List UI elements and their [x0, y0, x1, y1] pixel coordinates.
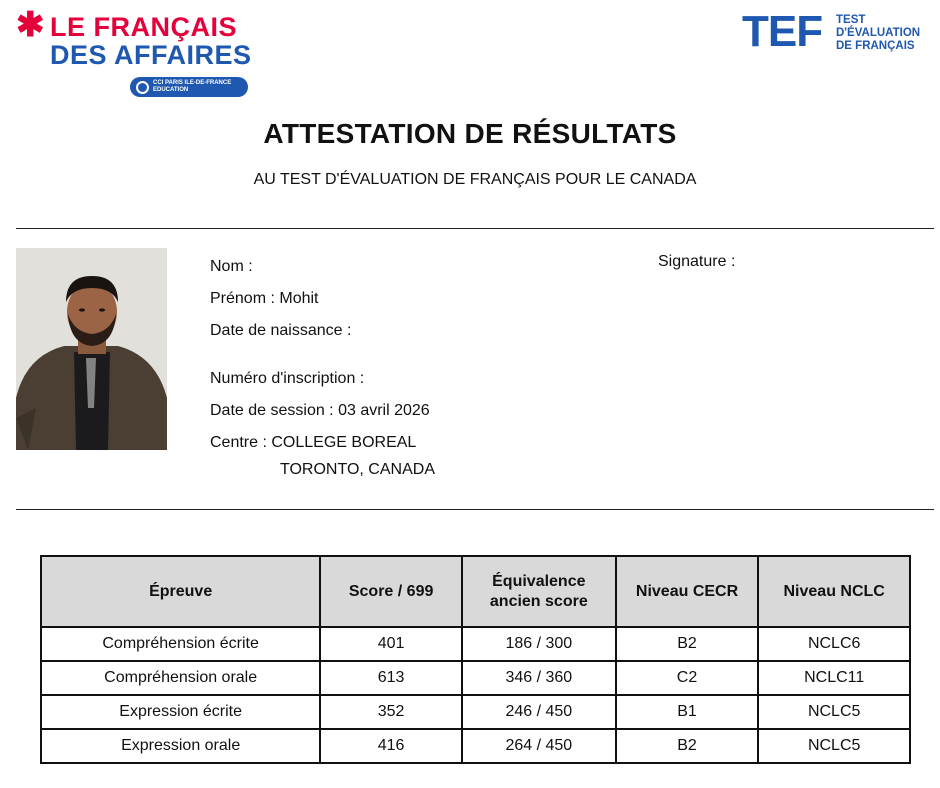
header-equivalence: Équivalence ancien score — [462, 556, 616, 627]
header-nclc: Niveau NCLC — [758, 556, 910, 627]
header-epreuve: Épreuve — [41, 556, 320, 627]
cell-score: 401 — [320, 627, 462, 661]
results-table — [40, 555, 911, 764]
tef-logo: TEF — [742, 7, 823, 56]
cell-epreuve: Expression orale — [41, 729, 320, 763]
prenom-field — [210, 290, 319, 308]
signature-label: Signature : — [658, 253, 736, 270]
nom-label: Nom : — [210, 258, 253, 275]
candidate-photo — [16, 248, 167, 450]
cell-score: 352 — [320, 695, 462, 729]
cell-nclc: NCLC6 — [758, 627, 910, 661]
prenom-value: Mohit — [279, 290, 319, 307]
cell-cecr: C2 — [616, 661, 759, 695]
table-row — [41, 627, 910, 661]
document-subtitle: AU TEST D'ÉVALUATION DE FRANÇAIS POUR LE CANADA — [253, 171, 697, 188]
table-header-row — [41, 556, 910, 627]
table-row — [41, 661, 910, 695]
session-field — [210, 402, 430, 420]
cell-equivalence: 264 / 450 — [462, 729, 616, 763]
cell-equivalence: 186 / 300 — [462, 627, 616, 661]
bottom-divider — [16, 509, 934, 510]
inscription-label: Numéro d'inscription : — [210, 370, 365, 387]
cell-equivalence: 246 / 450 — [462, 695, 616, 729]
centre-label: Centre : — [210, 434, 267, 451]
table-row — [41, 695, 910, 729]
document-title: ATTESTATION DE RÉSULTATS — [263, 118, 677, 149]
cell-cecr: B1 — [616, 695, 759, 729]
cell-score: 613 — [320, 661, 462, 695]
header-score: Score / 699 — [320, 556, 462, 627]
cell-cecr: B2 — [616, 729, 759, 763]
cci-badge — [130, 77, 248, 97]
cell-score: 416 — [320, 729, 462, 763]
centre-line-1: COLLEGE BOREAL — [271, 434, 417, 451]
header-cecr: Niveau CECR — [616, 556, 759, 627]
cell-epreuve: Compréhension écrite — [41, 627, 320, 661]
session-value: 03 avril 2026 — [338, 402, 430, 419]
prenom-label: Prénom : — [210, 290, 275, 307]
cell-epreuve: Expression écrite — [41, 695, 320, 729]
top-divider — [16, 228, 934, 229]
centre-line-2: TORONTO, CANADA — [280, 461, 435, 478]
nom-field — [210, 258, 253, 276]
cell-nclc: NCLC5 — [758, 695, 910, 729]
cell-cecr: B2 — [616, 627, 759, 661]
asterisk-logo-icon: ✱ — [16, 6, 45, 44]
logo-line-2: DES AFFAIRES — [50, 40, 252, 70]
cell-equivalence: 346 / 360 — [462, 661, 616, 695]
naissance-label: Date de naissance : — [210, 322, 352, 339]
table-row — [41, 729, 910, 763]
logo-line-1: LE FRANÇAIS — [50, 12, 237, 42]
cci-badge-text: CCI PARIS ILE-DE-FRANCE EDUCATION — [153, 80, 232, 93]
tef-logo-caption: TEST D'ÉVALUATION DE FRANÇAIS — [836, 14, 921, 52]
cell-nclc: NCLC5 — [758, 729, 910, 763]
naissance-field — [210, 322, 351, 340]
session-label: Date de session : — [210, 402, 334, 419]
cell-epreuve: Compréhension orale — [41, 661, 320, 695]
cci-logo-icon — [136, 81, 149, 94]
centre-field — [210, 434, 416, 452]
cell-nclc: NCLC11 — [758, 661, 910, 695]
inscription-field — [210, 370, 364, 388]
